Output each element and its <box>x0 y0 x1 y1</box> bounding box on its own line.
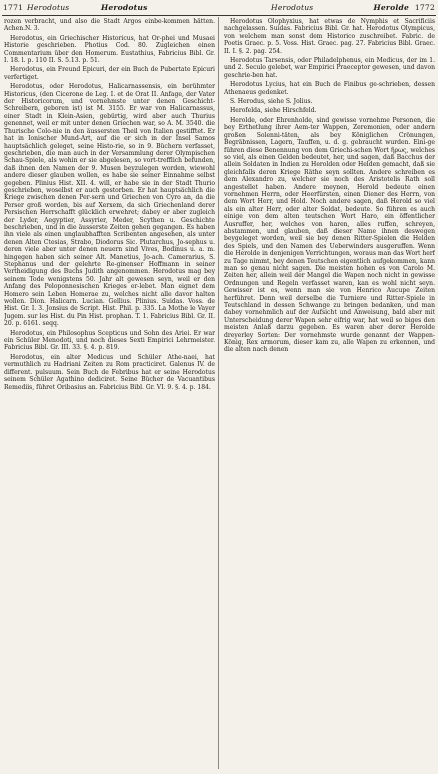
right-column-number: 1772 <box>414 3 435 12</box>
entry-paragraph: Herodotus, ein Griechischer Historicus, hat Or-phei und Musaei Historie geschrieben. Photius Cod. 80. Zugleichen einen Commentarium über den Homerum. Eustathius, Fabricius Bibl. Gr. I. 18. l. p. 110 II. S. 5.13. p. 51. <box>4 34 215 65</box>
right-catchword: Herolde <box>373 3 409 12</box>
left-catchword: Herodotus <box>27 3 70 12</box>
right-column <box>224 18 435 768</box>
running-header <box>3 2 435 16</box>
entry-paragraph: Herodotus, ein Philosophus Scepticus und Sohn des Ariei. Er war ein Schüler Menodoti, und noch dieses Sexti Empirici Lehrmeister. Fabricius Bibl. Gr. III. 33. §. 4. p. 819. <box>4 329 215 352</box>
header-rule <box>2 15 436 16</box>
cross-reference: Herofelda, siehe Hirschfeld. <box>230 107 317 115</box>
left-headword: Herodotus <box>101 3 148 12</box>
cross-reference: S. Herodus, siehe S. Jolius. <box>230 98 313 106</box>
entry-paragraph: Herodotus, oder Herodotus, Halicarnassensis, ein berühmter Historicus, (den Cicerone de Leg. I. et de Orat II. Anfage, der Vater der Historicorum, und vornehmste unter denen Geschicht-Schreibern, geboren ist) ist M. 3155. Er war von Halicarnassus, einer Stadt in Klein-Asien, gebürtig, wird aber auch Thurius genennet, weil er mit unter denen Griechen war, so A. M. 3540. die Thurische Colo-nie in den äussersten Theil von Italien gestifftet. Er hat in Ionischer Mund-Art, auf die er sich in der Insel Samos hauptsächlich geleget, seine Histo-rie, so in 9. Büchern verfasset, geschrieben, die man auch in der Versammlung derer Olympischen Schau-Spiele, als wohin er sie abgelesen, so vort-trefflich befunden, daß ihnen den Namen der 9. Musen beyzulegen worden, wiewohl andere dieser glauben wollen, es habe sie seiner Einnahme selbst gegeben. Plinius Hist. XII. 4. will, er habe sie in der Stadt Thurio geschrieben, woselbst er auch gestorben. Er hat hauptsächlich die Kriege zwischen denen Per-sern und Griechen von Cyro an, da die Perser groß worden, bis auf Xerxem, da sich Griechenland derer Persischen Herrschafft glücklich erwehret; dabey er aber zugleich der Lyder, Aegyptier, Assyrier, Meder, Scythen u. Geschichte beschrieben, und in die äusserste Zeiten gehen gegangen. Es haben ihn viele als einen unglaubhafften Scribenten angesehen, als unter denen Alten Ctesias, Strabo, Diodorus Sic. Plutarchus, Jo-sephus u. deren viele aber unter denen neuern sind Vives, Bodinus u. a. m. hingegen haben sich seiner Alt. Manetius, Jo-ach. Camerarius, S. Stephanus und der gelehrte Re-ginenser Hoffmann in seiner Vertheidigung des Buchs Judith angenommen. Herodotus mag bey seinem Tode wenigstens 50. Jahr alt gewesen seyn, weil er den Anfang des Peloponnesischen Krieges er-lebet. Man eignet dem Homero sein Leben Homerae zu, welches nicht alle davor halten wollen. Dion. Halicarn. Lucian. Gellius. Plinius. Suidas. Voss. de Hist. Gr. I. 3. Jonsius de Script. Hist. Phil. p. 335. La Mothe le Vayer Jugem. sur les Hist. du Pin Hist. prophan. T. 1. Fabricius Bibl. Gr. II. 20. p. 6161. seqq. <box>4 83 215 328</box>
left-column <box>4 18 215 768</box>
right-headword: Herodotus <box>271 3 314 12</box>
column-divider <box>218 17 219 769</box>
entry-paragraph: rozen verbracht, und also die Stadt Argos einbe-kommen hätten. Achen.N. 3. <box>4 18 215 33</box>
entry-paragraph: Herodotus Tarsensis, oder Philadelphenus, ein Medicus, der im 1. und 2. Seculo gelebet, war Empirici Praeceptor gewesen, und davon geschrie-ben hat. <box>224 57 435 79</box>
entry-paragraph: Herolde, oder Ehrenholde, sind gewisse vornehme Personen, die bey Erthetlung ihrer Aem-ter Wappen, Zeremonien, oder andern großen Solenni-täten, als bey Königlichen Crönungen, Begräbnissen, Lagern, Tauffen, u. d. g. gebraucht wurden. Eini-ge führen diese Benennung von dem Griechi-schen Wort ἥρως, welches so viel, als einen Gelden bedeutet, her, und sagen, daß Bacchus der allein Soldaten in Indien zu Herolden oder Helden gemacht, daß sie gleichfalls deren Kriege Räthe seyn sollten. Andere schreiben es dem Alexandro zu, welcher sie noch des Aristotelis Rath soll angestellet haben. Andere meynen, Herold bedeute einen vornehmen Herrn, oder Heerfürsten, einen Diener des Herrn, von dem Wort Herr, und Hold. Noch andere sagen, daß Herold so viel als ein alter Herr, oder alter Soldat, bedeute. So führen es auch einige von dem alten teutschen Wort Haro, ein öffentlicher Ausruffer, her, welches von haren, alles ruffen, schreyen, abstammen, und glauben, daß dieser Name ihnen deswegen beygeleget worden, weil sie bey denen Ritter-Spielen die Helden des Spiels, und den Namen des Ueberwinders ausgeruffen. Wenn die Herolde in denjenigen Verrichtungen, woraus man das Wort herf zu Tage nimmt, bey denen Teutschen eigentlich aufgekommen, kann man so genau nicht sagen. Die meisten hohen es von Carolo M. Zeiten her, allein weil der Mangel die Wapen noch nicht in gewisse Ordnungen und Regeln verfasset waren, kan es wohl nicht seyn. Gewisser ist es, wenn man sie von Henrico Aucupe Zeiten herführet. Denn weil derselbe die Turniere und Ritter-Spiele in Teutschland in dessen Schwange zu bringen bedanken, und man dabey vornehmlich auf der Aufsicht und Anweisung, bald aber mit Unterscheidung derer Wapen sehr eifrig war, hat weil so biges den meisten Anlaß darzu gegeben. Es waren aber derer Herolde dreyerley Sorten: Der vornehmste wurde genannt der Wappen-König, Rex armorum, dieser kam zu, alle Wapen zu erkennen, und die alten nach denen <box>224 116 435 354</box>
entry-paragraph: Herodotus Olophyxius, hat etwas de Nymphis et Sacrificiis nachgelassen. Suidas. Fabricius Bibl. Gr. hat. Herodotus Olympicus, von welchem man sonst dem Historico zuschreibet. Fabric. de Poetis Graec. p. 5. Voss. Hist. Graec. pag. 27. Fabricius Bibl. Graec. II. I. §. 2. pag. 254. <box>224 18 435 55</box>
entry-paragraph: Herodotus, ein Freund Epicuri, der ein Buch de Pubertate Epicuri verfertiget. <box>4 66 215 81</box>
left-column-number: 1771 <box>3 3 24 12</box>
entry-paragraph: Herodotus Lycius, hat ein Buch de Finibus ge-schrieben, dessen Athenaeus gedenket. <box>224 81 435 96</box>
entry-paragraph: Herodotus, ein alter Medicus und Schüler Athe-naei, hat vermuthlich zu Hadriani Zeiten zu Rom practiciret. Galenus IV. de different. pulsuum. Sein Buch de Febribus hat er seine Herodotus seinem Schüler Agathino dediciret. Seine Bücher de Vacuantibus Remediis, führet Oribasius an. Fabricius Bibl. Gr. VI. 9. §. 4. p. 184. <box>4 353 215 391</box>
